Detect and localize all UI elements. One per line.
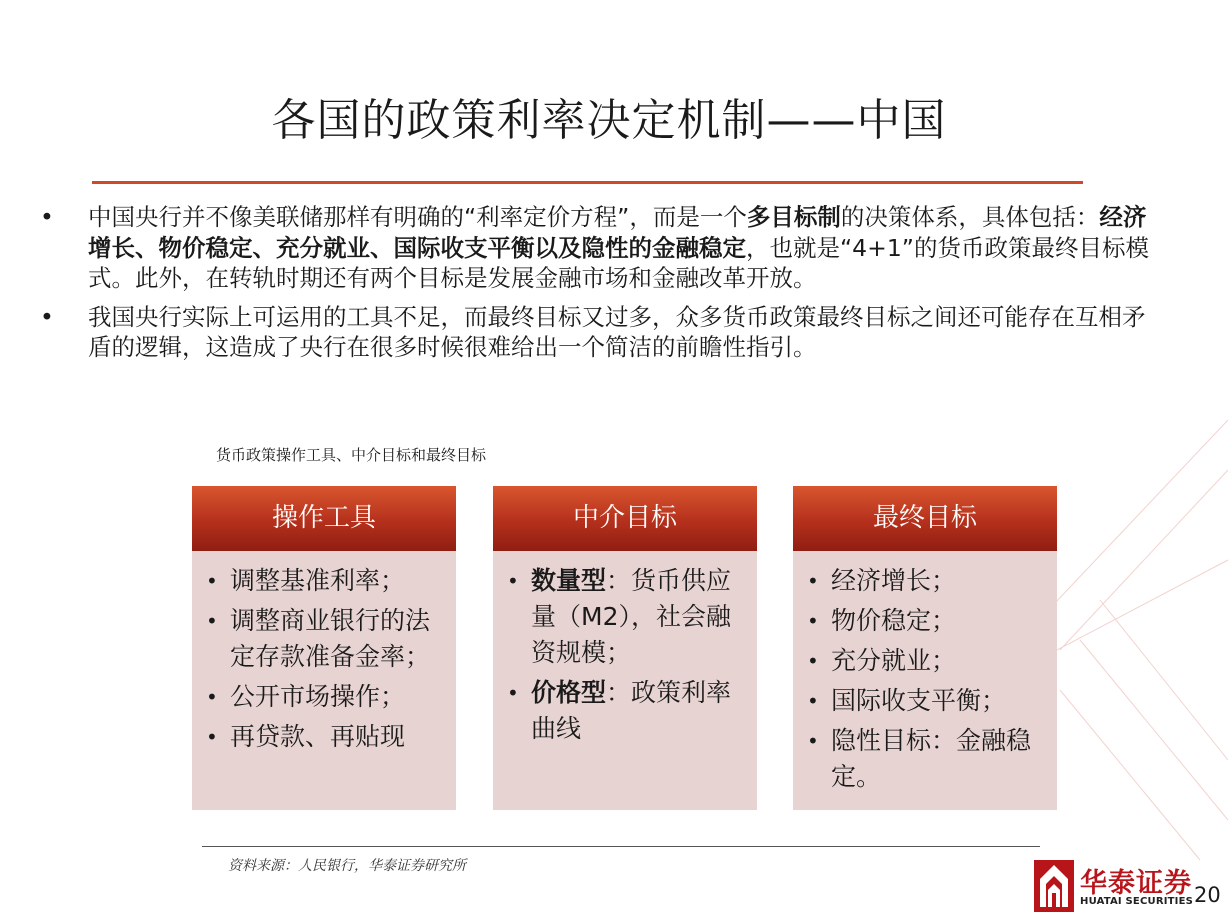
bullet-dot-icon: • — [507, 569, 519, 593]
item-text: 国际收支平衡； — [831, 686, 1007, 715]
item-text: 充分就业； — [831, 646, 957, 675]
list-item — [805, 603, 1047, 639]
list-item — [505, 675, 747, 747]
bullet-dot-icon: • — [807, 649, 819, 673]
column-intermediate-targets — [493, 486, 757, 810]
bullet-dot-icon: • — [206, 609, 218, 633]
huatai-logo-icon — [1034, 860, 1074, 912]
source-note: 资料来源：人民银行，华泰证券研究所 — [228, 858, 466, 874]
list-item — [805, 683, 1047, 719]
page-number: 20 — [1194, 883, 1221, 907]
bold-run: 经济增长、物价稳定、充分就业、国际收支平衡以及隐性的金融稳定 — [88, 203, 1147, 262]
column-operating-tools — [192, 486, 456, 810]
bullet-dot-icon: • — [807, 729, 819, 753]
list-item — [204, 563, 446, 599]
item-text: 物价稳定； — [831, 606, 957, 635]
item-text: 隐性目标：金融稳定。 — [831, 726, 1032, 791]
bullet-dot-icon: • — [507, 681, 519, 705]
text-run: 的决策体系，具体包括： — [840, 203, 1100, 231]
list-item — [805, 563, 1047, 599]
logo-chinese-name: 华泰证券 — [1080, 868, 1192, 899]
bullet-dot-icon: • — [807, 569, 819, 593]
column-header: 最终目标 — [793, 486, 1057, 551]
item-text: 公开市场操作； — [230, 682, 406, 711]
list-item — [204, 719, 446, 755]
bullet-dot-icon: • — [40, 302, 54, 331]
list-item — [505, 563, 747, 671]
text-run: ，也就是“4+1”的货币政策最终目标模式。此外，在转轨时期还有两个目标是发展金融市场和金融改革开放。 — [88, 233, 1149, 292]
list-item — [805, 723, 1047, 795]
bullet-list — [40, 202, 1160, 371]
bold-run: 多目标制 — [746, 203, 841, 231]
bullet-item — [40, 202, 1160, 294]
item-bold-text: 价格型 — [531, 678, 607, 707]
bullet-dot-icon: • — [40, 203, 54, 231]
item-text: 调整商业银行的法定存款准备金率； — [230, 606, 431, 671]
list-item — [204, 603, 446, 675]
column-body — [793, 551, 1057, 810]
bullet-text: 我国央行实际上可运用的工具不足，而最终目标又过多，众多货币政策最终目标之间还可能存在互相矛盾的逻辑，这造成了央行在很多时候很难给出一个简洁的前瞻性指引。 — [88, 302, 1146, 361]
column-body — [493, 551, 757, 810]
column-body — [192, 551, 456, 810]
bullet-dot-icon: • — [206, 685, 218, 709]
bullet-dot-icon: • — [807, 609, 819, 633]
text-run: 中国央行并不像美联储那样有明确的“利率定价方程”，而是一个 — [88, 203, 747, 231]
item-text: 调整基准利率； — [230, 566, 406, 595]
bullet-item — [40, 302, 1160, 363]
page-title: 各国的政策利率决定机制——中国 — [271, 95, 947, 146]
item-text: 经济增长； — [831, 566, 957, 595]
item-text: 再贷款、再贴现 — [230, 722, 406, 751]
item-text: ：货币供应量（M2），社会融资规模； — [531, 566, 732, 667]
bullet-text — [88, 203, 1149, 292]
column-header: 中介目标 — [493, 486, 757, 551]
item-text: ：政策利率曲线 — [531, 678, 732, 743]
list-item — [204, 679, 446, 715]
column-header: 操作工具 — [192, 486, 456, 551]
column-final-targets — [793, 486, 1057, 810]
list-item — [805, 643, 1047, 679]
item-bold-text: 数量型 — [531, 566, 607, 595]
bullet-dot-icon: • — [206, 569, 218, 593]
logo-english-name: HUATAI SECURITIES — [1080, 896, 1194, 907]
bullet-dot-icon: • — [206, 725, 218, 749]
source-divider — [202, 846, 1040, 847]
bullet-dot-icon: • — [807, 689, 819, 713]
title-divider — [92, 181, 1083, 184]
diagram-caption: 货币政策操作工具、中介目标和最终目标 — [216, 446, 487, 464]
